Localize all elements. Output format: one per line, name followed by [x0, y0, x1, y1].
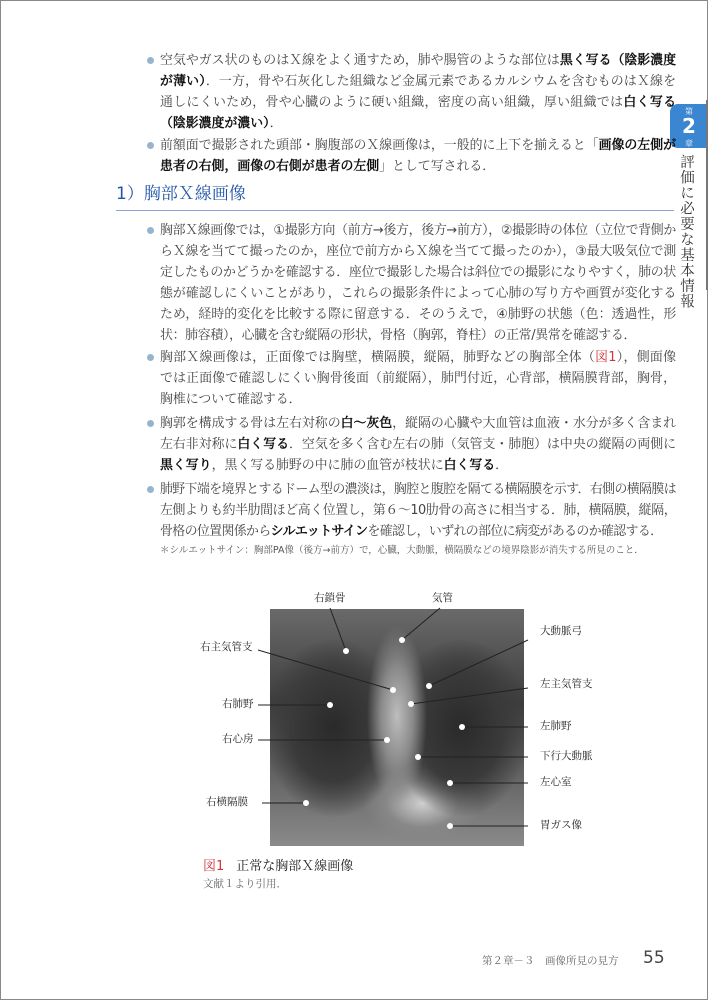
emphasis-text: 白く写る — [237, 437, 290, 452]
body-text: 肺野下端を境界とするドーム型の濃淡は，胸腔と腹腔を隔てる横隔膜を示す．右側の横隔膜は左側よりも約半肋間ほど高く位置し，第６〜10肋骨の高さに相当する．肺，横隔膜，縦隔，骨格の位置関係から — [160, 482, 676, 539]
figure-caption — [203, 855, 353, 874]
emphasis-text: 白〜灰色 — [340, 416, 393, 431]
body-text: 空気やガス状のものはＸ線をよく通すため，肺や腸管のような部位は — [160, 53, 560, 68]
chest-xray-image — [270, 609, 524, 846]
figure-number: 図1 — [203, 859, 225, 874]
label-descending-aorta: 下行大動脈 — [540, 750, 593, 762]
chapter-prefix: 第 — [685, 107, 693, 116]
label-right-clavicle: 右鎖骨 — [314, 592, 346, 604]
body-text: ． — [269, 116, 283, 131]
emphasis-text: 黒く写る（陰影濃度が薄い） — [160, 53, 677, 89]
body-text: ，縦隔の心臓や大血管は血液・水分が多く含まれ左右非対称に — [160, 416, 677, 452]
chapter-title: 評価に必要な基本情報 — [678, 154, 694, 309]
body-text: ． — [495, 458, 509, 473]
label-right-atrium: 右心房 — [222, 733, 254, 745]
body-text: 」として写される． — [379, 159, 496, 174]
body-text: ，黒く写る肺野の中に肺の血管が枝状に — [211, 458, 444, 473]
body-text: 胸部Ｘ線画像では，①撮影方向（前方→後方，後方→前方），②撮影時の体位（立位で背側からＸ線を当てて撮ったのか，座位で前方からＸ線を当てて撮ったのか），③最大吸気位で測定したものかどうかを確認する．座位で撮影した場合は斜位での撮影になりやすく，肺の状態が確認しにくいことがあり，これらの撮影条件によって心肺の写り方や画質が変化するため，経時的変化を比較する際に留意する．そのうえで，④肺野の状態（色：透過性，形状：肺容積），心臓を含む縦隔の形状，骨格（胸郭，脊柱）の正常/異常を確認する． — [160, 223, 676, 343]
bullet-dot-icon — [147, 142, 154, 149]
bullet-dot-icon — [147, 420, 154, 427]
body-text: 胸郭を構成する骨は左右対称の — [160, 416, 341, 431]
bullet-dot-icon — [147, 486, 154, 493]
emphasis-text: シルエットサイン — [270, 524, 368, 539]
emphasis-text: 白く写る（陰影濃度が濃い） — [160, 95, 677, 131]
body-text: 胸部Ｘ線画像は，正面像では胸壁，横隔膜，縦隔，肺野などの胸部全体（ — [160, 350, 596, 365]
label-left-main-bronchus: 左主気管支 — [540, 678, 593, 690]
body-text: 前額面で撮影された頭部・胸腹部のＸ線画像は，一般的に上下を揃えると「 — [160, 138, 599, 153]
section-bullet-1 — [146, 220, 676, 346]
section-bullet-2 — [146, 347, 676, 410]
bullet-dot-icon — [147, 354, 154, 361]
bullet-dot-icon — [147, 57, 154, 64]
section-heading: 1）胸部Ｘ線画像 — [116, 183, 674, 211]
section-bullet-3 — [146, 413, 676, 476]
intro-bullet-1 — [146, 50, 676, 134]
chapter-suffix: 章 — [685, 139, 693, 148]
running-footer: 第２章－３ 画像所見の見方 — [482, 955, 619, 967]
chapter-number: 2 — [682, 114, 696, 138]
figure-reference: 図1 — [595, 350, 617, 365]
section-bullet-4 — [146, 479, 676, 542]
label-gastric-gas: 胃ガス像 — [540, 819, 582, 831]
footnote: ＊シルエットサイン：胸部PA像（後方→前方）で，心臓，大動脈，横隔膜などの境界陰影が消失する所見のこと． — [160, 545, 644, 556]
label-left-lung-field: 左肺野 — [540, 720, 572, 732]
intro-bullet-2 — [146, 135, 676, 177]
label-right-main-bronchus: 右主気管支 — [200, 641, 253, 653]
figure-source: 文献１より引用． — [203, 878, 287, 890]
emphasis-text: 画像の左側が患者の右側，画像の右側が患者の左側 — [160, 138, 677, 174]
page-number: 55 — [643, 948, 665, 968]
label-right-diaphragm: 右横隔膜 — [206, 796, 248, 808]
body-text: を確認し，いずれの部位に病変があるのか確認する． — [367, 524, 663, 539]
bullet-dot-icon — [147, 227, 154, 234]
body-text: ．一方，骨や石灰化した組織など金属元素であるカルシウムを含むものはＸ線を通しにくいため，骨や心臓のように硬い組織，密度の高い組織，厚い組織では — [160, 74, 676, 110]
label-right-lung-field: 右肺野 — [222, 698, 254, 710]
label-aortic-arch: 大動脈弓 — [540, 625, 582, 637]
emphasis-text: 白く写る — [443, 458, 496, 473]
figure-title: 正常な胸部Ｘ線画像 — [236, 859, 354, 874]
body-text: ），側面像では正面像で確認しにくい胸骨後面（前縦隔），肺門付近，心背部，横隔膜背部，胸骨，胸椎について確認する． — [160, 350, 676, 407]
label-left-ventricle: 左心室 — [540, 776, 572, 788]
label-trachea: 気管 — [432, 592, 453, 604]
body-text: ．空気を多く含む左右の肺（気管支・肺胞）は中央の縦隔の両側に — [289, 437, 677, 452]
emphasis-text: 黒く写り — [160, 458, 212, 473]
